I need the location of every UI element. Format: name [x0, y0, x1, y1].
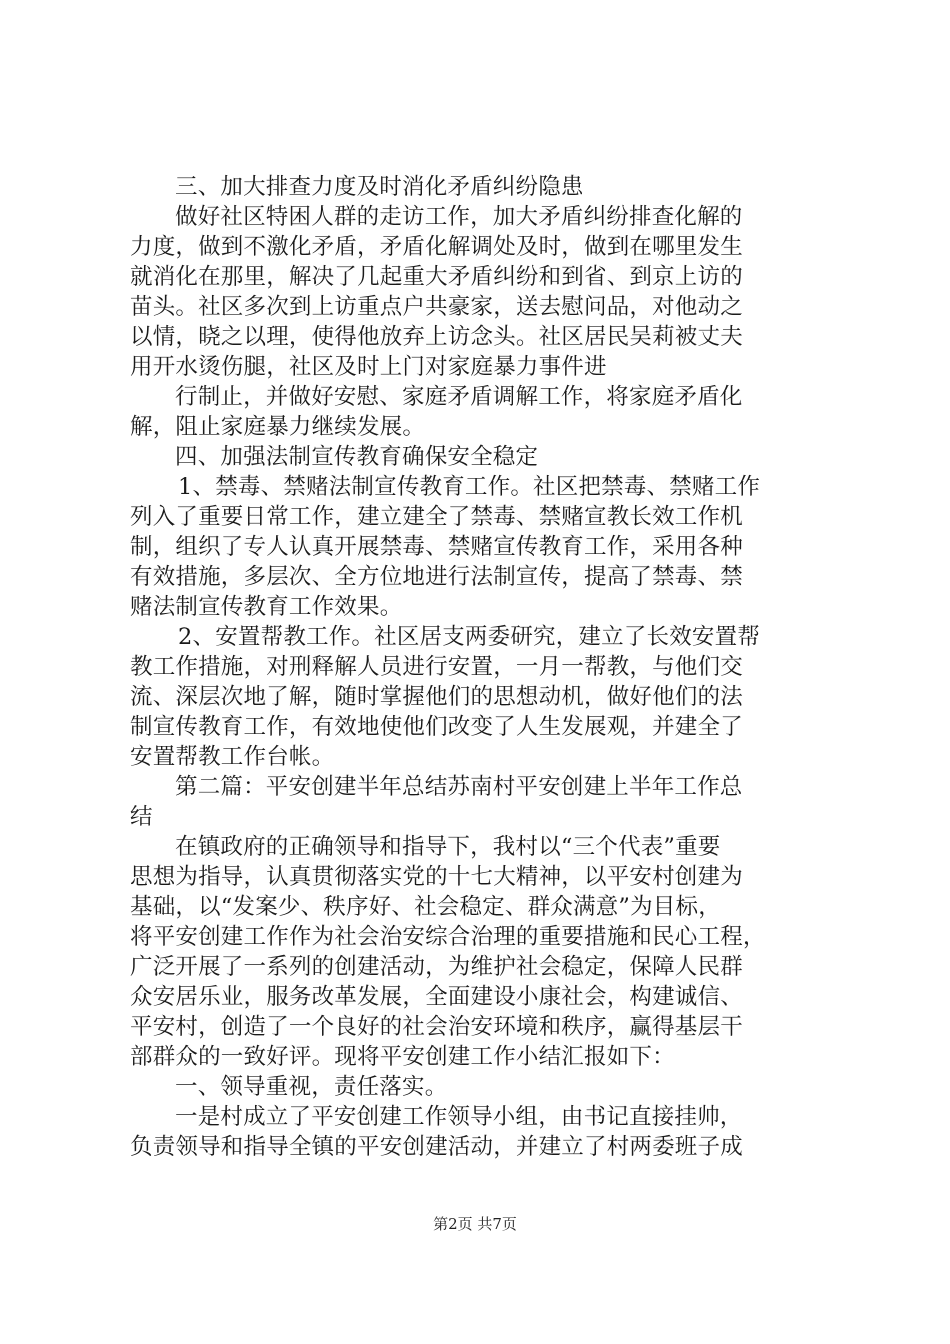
paragraph-line: 2、安置帮教工作。社区居支两委研究，建立了长效安置帮	[178, 624, 761, 650]
paragraph-line: 做好社区特困人群的走访工作，加大矛盾纠纷排查化解的	[175, 204, 743, 230]
paragraph-line: 将平安创建工作作为社会治安综合治理的重要措施和民心工程，	[130, 924, 766, 950]
paragraph-line: 就消化在那里，解决了几起重大矛盾纠纷和到省、到京上访的	[130, 264, 743, 290]
paragraph-line: 用开水烫伤腿，社区及时上门对家庭暴力事件进	[130, 354, 607, 380]
document-body	[130, 172, 830, 1162]
paragraph-line: 制宣传教育工作，有效地使他们改变了人生发展观，并建全了	[130, 714, 743, 740]
chapter-title: 结	[130, 804, 153, 830]
paragraph-line: 苗头。社区多次到上访重点户共豪家，送去慰问品，对他动之	[130, 294, 743, 320]
paragraph-line: 安置帮教工作台帐。	[130, 744, 335, 770]
paragraph-line: 部群众的一致好评。现将平安创建工作小结汇报如下：	[130, 1044, 675, 1070]
paragraph-line: 教工作措施，对刑释解人员进行安置，一月一帮教，与他们交	[130, 654, 743, 680]
paragraph-line: 一是村成立了平安创建工作领导小组，由书记直接挂帅，	[175, 1104, 743, 1130]
paragraph-line: 制，组织了专人认真开展禁毒、禁赌宣传教育工作，采用各种	[130, 534, 743, 560]
paragraph-line: 广泛开展了一系列的创建活动，为维护社会稳定，保障人民群	[130, 954, 743, 980]
paragraph-line: 列入了重要日常工作，建立建全了禁毒、禁赌宣教长效工作机	[130, 504, 743, 530]
section-heading: 四、加强法制宣传教育确保安全稳定	[175, 444, 539, 470]
paragraph-line: 思想为指导，认真贯彻落实党的十七大精神，以平安村创建为	[130, 864, 743, 890]
paragraph-line: 行制止，并做好安慰、家庭矛盾调解工作，将家庭矛盾化	[175, 384, 743, 410]
paragraph-line: 赌法制宣传教育工作效果。	[130, 594, 403, 620]
paragraph-line: 基础，以“发案少、秩序好、社会稳定、群众满意”为目标，	[130, 894, 721, 920]
paragraph-line: 平安村，创造了一个良好的社会治安环境和秩序，赢得基层干	[130, 1014, 743, 1040]
section-heading: 三、加大排查力度及时消化矛盾纠纷隐患	[175, 174, 584, 200]
paragraph-line: 以情，晓之以理，使得他放弃上访念头。社区居民吴莉被丈夫	[130, 324, 743, 350]
paragraph-line: 众安居乐业，服务改革发展，全面建设小康社会，构建诚信、	[130, 984, 743, 1010]
paragraph-line: 有效措施，多层次、全方位地进行法制宣传，提高了禁毒、禁	[130, 564, 743, 590]
section-heading: 一、领导重视，责任落实。	[175, 1074, 448, 1100]
paragraph-line: 负责领导和指导全镇的平安创建活动，并建立了村两委班子成	[130, 1134, 743, 1160]
paragraph-line: 解，阻止家庭暴力继续发展。	[130, 414, 426, 440]
page-number-footer: 第2页 共7页	[433, 1215, 517, 1233]
paragraph-line: 力度，做到不激化矛盾，矛盾化解调处及时，做到在哪里发生	[130, 234, 743, 260]
paragraph-line: 1、禁毒、禁赌法制宣传教育工作。社区把禁毒、禁赌工作	[178, 474, 761, 500]
paragraph-line: 在镇政府的正确领导和指导下，我村以“三个代表”重要	[175, 834, 721, 860]
paragraph-line: 流、深层次地了解，随时掌握他们的思想动机，做好他们的法	[130, 684, 743, 710]
chapter-title: 第二篇：平安创建半年总结苏南村平安创建上半年工作总	[175, 774, 743, 800]
